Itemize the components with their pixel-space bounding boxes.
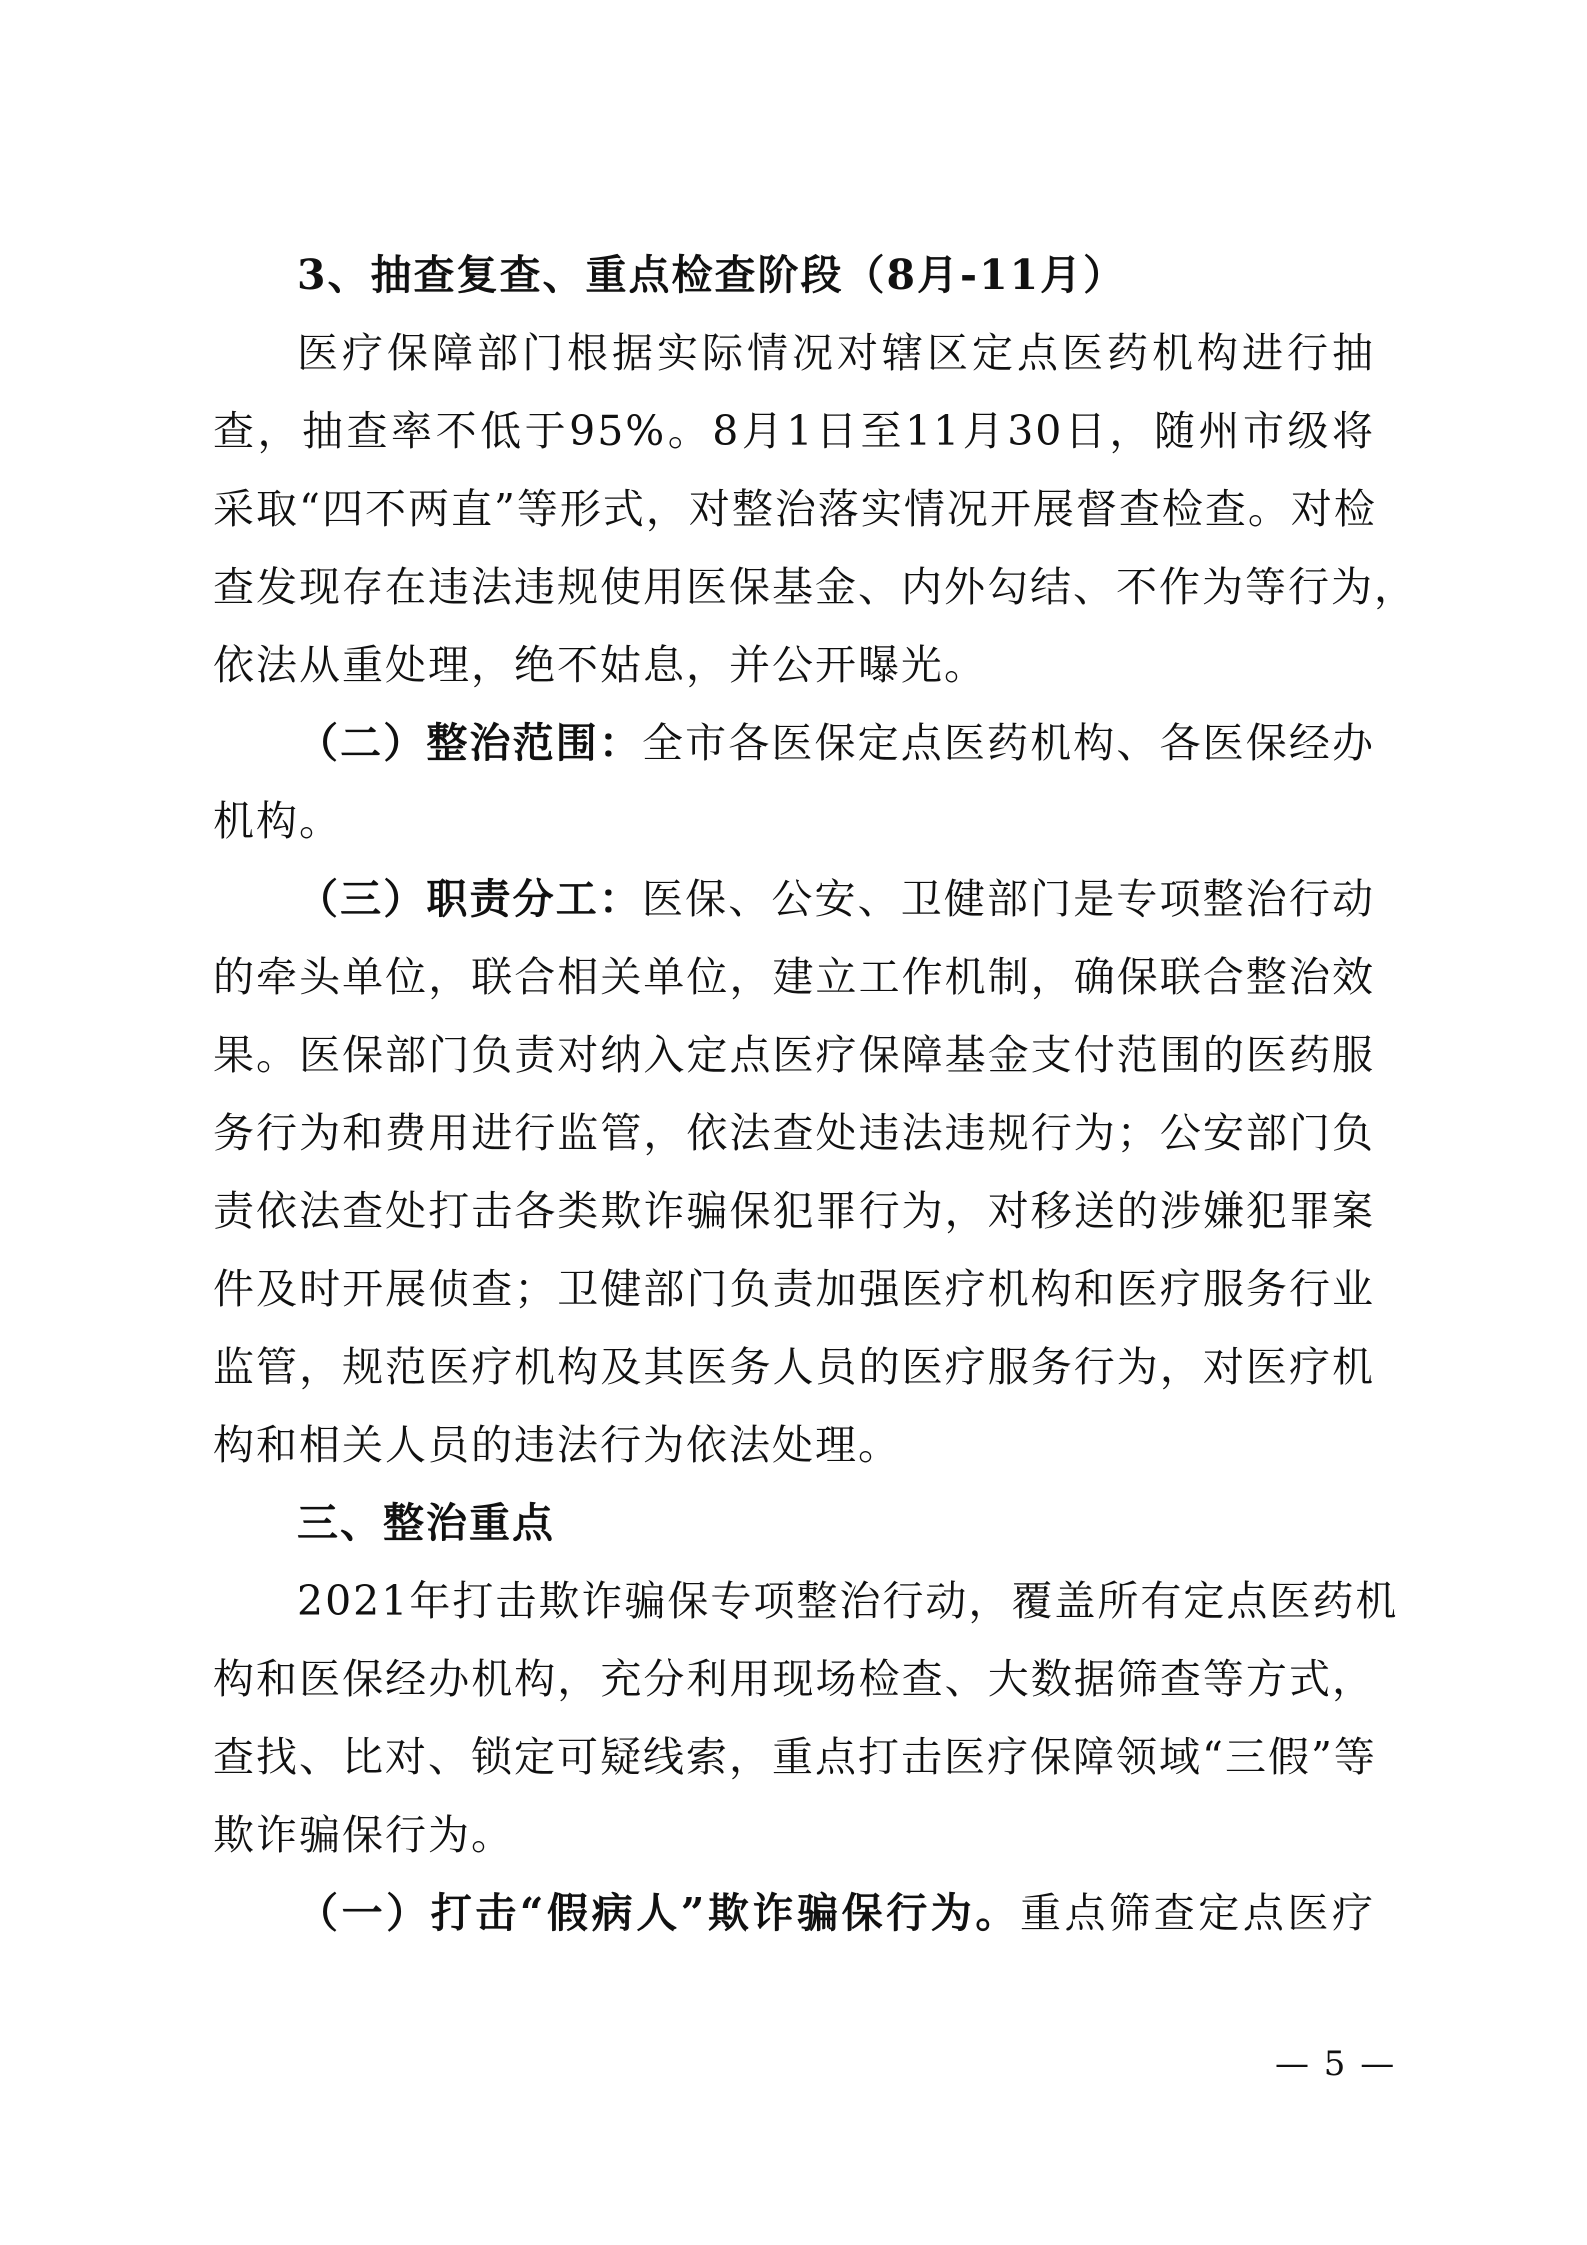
document-body [213,236,1417,1952]
paragraph-line [213,1640,1375,1718]
paragraph-text: 依法从重处理，绝不姑息，并公开曝光。 [213,641,987,689]
paragraph-text: 医疗保障部门根据实际情况对辖区定点医药机构进行抽 [297,329,1375,377]
paragraph-line [213,938,1375,1016]
paragraph-text: 务行为和费用进行监管，依法查处违法违规行为；公安部门负 [213,1109,1375,1157]
heading-text: 3、抽查复查、重点检查阶段（8月-11月） [297,251,1127,299]
paragraph-text: 件及时开展侦查；卫健部门负责加强医疗机构和医疗服务行业 [213,1265,1375,1313]
section-duties-line [213,860,1375,938]
paragraph-text: 机构。 [213,797,342,845]
paragraph-text: 医保、公安、卫健部门是专项整治行动 [642,875,1375,923]
paragraph-line [213,1796,1375,1874]
heading-text: 三、整治重点 [297,1499,555,1547]
paragraph-line [213,548,1417,626]
paragraph-line [213,1094,1375,1172]
paragraph-line [213,1172,1375,1250]
paragraph-text: 2021年打击欺诈骗保专项整治行动，覆盖所有定点医药机 [297,1577,1399,1625]
paragraph-text: 查发现存在违法违规使用医保基金、内外勾结、不作为等行为， [213,563,1417,611]
paragraph-line [213,1328,1375,1406]
paragraph-text: 构和医保经办机构，充分利用现场检查、大数据筛查等方式， [213,1655,1375,1703]
paragraph-text: 构和相关人员的违法行为依法处理。 [213,1421,901,1469]
paragraph-text: 查，抽查率不低于95%。8月1日至11月30日，随州市级将 [213,407,1375,455]
paragraph-line [213,392,1375,470]
paragraph-text: 欺诈骗保行为。 [213,1811,514,1859]
paragraph-text: 果。医保部门负责对纳入定点医疗保障基金支付范围的医药服 [213,1031,1375,1079]
paragraph-line [213,1406,1375,1484]
section-heading-phase-3 [213,236,1375,314]
paragraph-line [213,1016,1375,1094]
paragraph-line [213,314,1375,392]
paragraph-line [213,1562,1399,1640]
paragraph-text: 重点筛查定点医疗 [1019,1889,1376,1937]
subheading-scope: （二）整治范围： [297,719,642,767]
paragraph-line [213,626,1375,704]
paragraph-line [213,782,1375,860]
paragraph-text: 全市各医保定点医药机构、各医保经办 [642,719,1375,767]
paragraph-text: 责依法查处打击各类欺诈骗保犯罪行为，对移送的涉嫌犯罪案 [213,1187,1375,1235]
section-fake-patient-line [213,1874,1375,1952]
paragraph-text: 的牵头单位，联合相关单位，建立工作机制，确保联合整治效 [213,953,1375,1001]
section-scope-line [213,704,1375,782]
page-number: — 5 — [1275,2044,1397,2084]
section-heading-key-points [213,1484,1375,1562]
subheading-duties: （三）职责分工： [297,875,642,923]
paragraph-line [213,1718,1375,1796]
paragraph-line [213,1250,1375,1328]
paragraph-text: 查找、比对、锁定可疑线索，重点打击医疗保障领域“三假”等 [213,1733,1377,1781]
paragraph-text: 监管，规范医疗机构及其医务人员的医疗服务行为，对医疗机 [213,1343,1375,1391]
subheading-fake-patient: （一）打击“假病人”欺诈骗保行为。 [297,1889,1020,1937]
paragraph-text: 采取“四不两直”等形式，对整治落实情况开展督查检查。对检 [213,485,1377,533]
paragraph-line [213,470,1375,548]
